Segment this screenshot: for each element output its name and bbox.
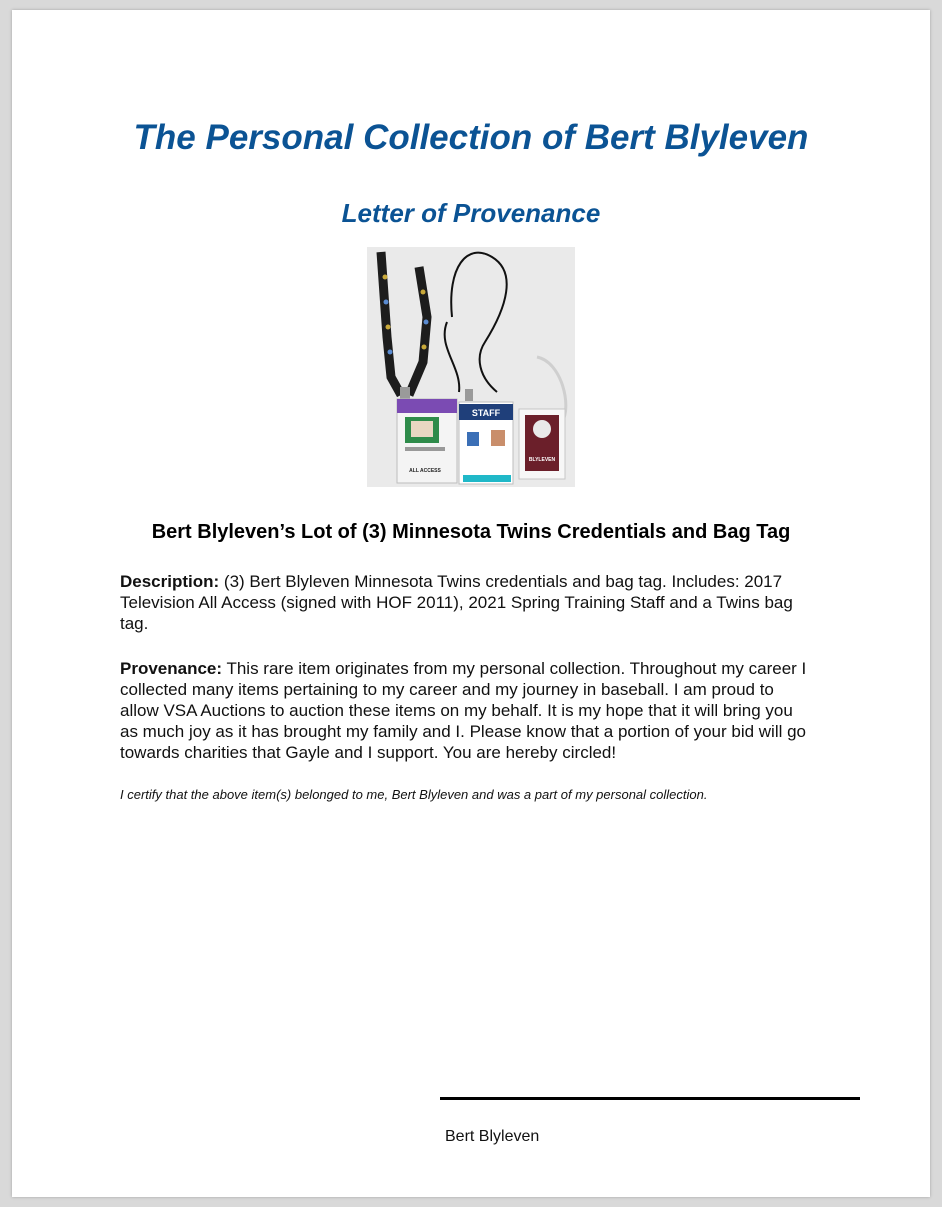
provenance-paragraph — [120, 658, 810, 763]
description-paragraph — [120, 571, 810, 634]
bag-tag-label: BLYLEVEN — [528, 457, 556, 463]
all-access-label: ALL ACCESS — [409, 468, 441, 474]
letter-page — [12, 10, 930, 1197]
staff-badge-label: STAFF — [471, 408, 501, 418]
description-text: (3) Bert Blyleven Minnesota Twins credentials and bag tag. Includes: 2017 Television All Access (signed with HOF 2011), 2021 Spring Training Staff and a Twins bag tag. — [120, 572, 793, 633]
certification-statement: I certify that the above item(s) belonged to me, Bert Blyleven and was a part of my personal collection. — [120, 787, 708, 802]
page-subtitle: Letter of Provenance — [341, 198, 601, 228]
item-heading: Bert Blyleven’s Lot of (3) Minnesota Twins Credentials and Bag Tag — [151, 521, 791, 543]
page-title: The Personal Collection of Bert Blyleven — [133, 118, 809, 157]
provenance-label: Provenance: — [120, 659, 223, 678]
credentials-photo — [367, 247, 575, 487]
signature-line — [440, 1097, 860, 1100]
signature-name: Bert Blyleven — [445, 1128, 540, 1145]
description-label: Description: — [120, 572, 220, 591]
provenance-text: This rare item originates from my personal collection. Throughout my career I collected many items pertaining to my career and my journey in baseball. I am proud to allow VSA Auctions to auction these items on my behalf. It is my hope that it will bring you as much joy as it has brought my family and I. Please know that a portion of your bid will go towards charities that Gayle and I support. You are hereby circled! — [120, 659, 807, 762]
